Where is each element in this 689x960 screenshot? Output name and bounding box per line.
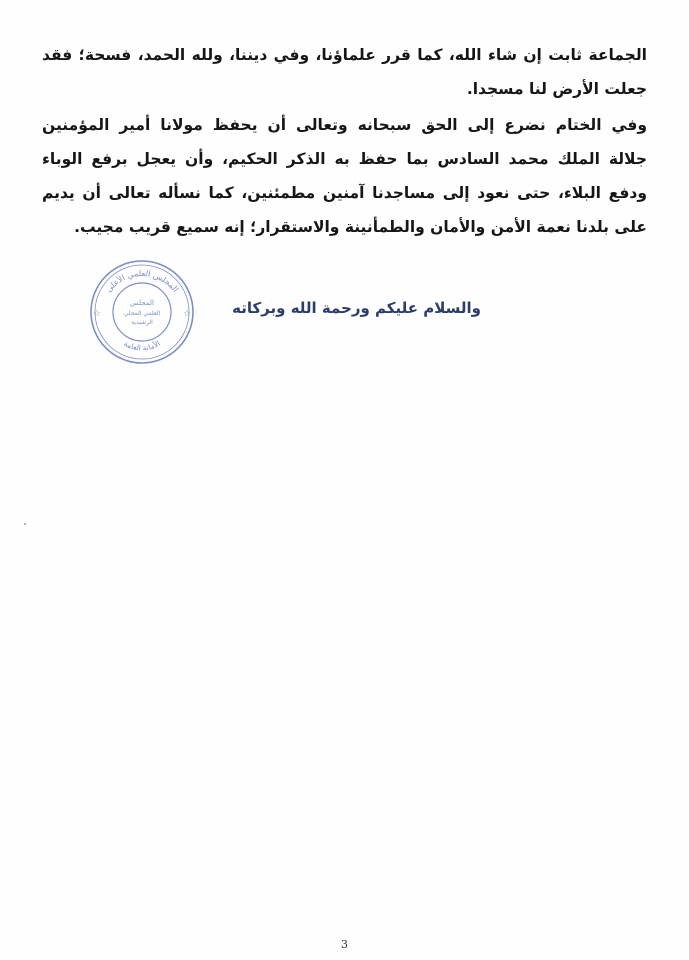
paragraph-2-line-3: ودفع البلاء، حتى نعود إلى مساجدنا آمنين مطمئنين، كما نسأله تعالى أن يديم <box>42 184 647 202</box>
scan-speck <box>24 523 26 525</box>
stamp-inner-line-3: الرشيدية <box>131 319 153 326</box>
paragraph-1-line-1: الجماعة ثابت إن شاء الله، كما قرر علماؤنا، وفي ديننا، ولله الحمد، فسحة؛ فقد <box>42 46 647 64</box>
stamp-inner-line-2: العلمي المحلي <box>123 310 161 317</box>
stamp-bottom-text: الأمانة العامة <box>122 338 162 353</box>
paragraph-2-line-2: جلالة الملك محمد السادس بما حفظ به الذكر الحكيم، وأن يعجل برفع الوباء <box>42 150 647 168</box>
closing-salutation: والسلام عليكم ورحمة الله وبركاته <box>232 299 481 317</box>
stamp-outer-text: المجلس العلمي الأعلى <box>104 268 181 294</box>
paragraph-1-line-2: جعلت الأرض لنا مسجدا. <box>466 80 647 98</box>
page-number: 3 <box>341 938 348 951</box>
paragraph-1 <box>42 38 647 106</box>
stamp-star-right-icon: ☆ <box>182 309 192 319</box>
paragraph-2 <box>42 108 647 244</box>
paragraph-2-line-4: على بلدنا نعمة الأمن والأمان والطمأنينة والاستقرار؛ إنه سميع قريب مجيب. <box>74 218 647 236</box>
stamp-inner-line-1: المجلس <box>130 299 154 307</box>
official-stamp <box>88 258 196 366</box>
paragraph-2-line-1: وفي الختام نضرع إلى الحق سبحانه وتعالى أن يحفظ مولانا أمير المؤمنين <box>42 116 647 134</box>
stamp-star-left-icon: ☆ <box>92 309 102 319</box>
